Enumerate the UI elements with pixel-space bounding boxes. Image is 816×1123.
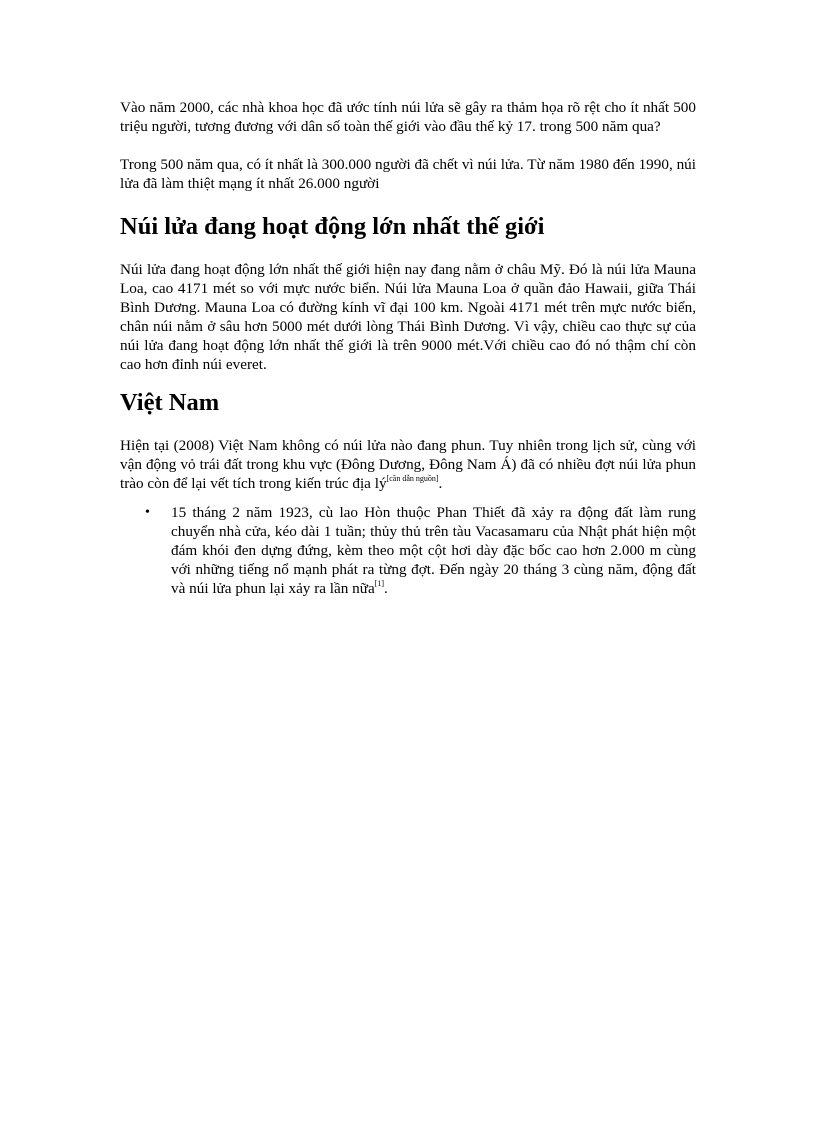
- citation-needed-link[interactable]: [cần dẫn nguồn]: [386, 474, 439, 483]
- list-item-end: .: [384, 580, 388, 597]
- bullet-icon: •: [145, 505, 150, 520]
- vietnam-event-list: [120, 503, 696, 598]
- document-page: [120, 98, 696, 598]
- list-item-text: 15 tháng 2 năm 1923, cù lao Hòn thuộc Phan Thiết đã xảy ra động đất làm rung chuyển nhà cửa, kéo dài 1 tuần; thủy thủ trên tàu Vacasamaru của Nhật phát hiện một đám khói đen dựng đứng, kèm theo một cột hơi dày đặc bốc cao hơn 2.000 m cùng với những tiếng nổ mạnh phát ra từng đợt. Đến ngày 20 tháng 3 cùng năm, động đất và núi lửa phun lại xảy ra lần nữa: [171, 504, 696, 597]
- intro-paragraph-1: Vào năm 2000, các nhà khoa học đã ước tính núi lửa sẽ gây ra thảm họa rõ rệt cho ít nhất 500 triệu người, tương đương với dân số toàn thế giới vào đầu thế kỷ 17. trong 500 năm qua?: [120, 99, 696, 135]
- section-heading-vietnam: Việt Nam: [120, 389, 220, 416]
- intro-paragraph-2: Trong 500 năm qua, có ít nhất là 300.000 người đã chết vì núi lửa. Từ năm 1980 đến 1990, núi lửa đã làm thiệt mạng ít nhất 26.000 người: [120, 156, 696, 192]
- footnote-link[interactable]: [1]: [374, 579, 385, 588]
- list-item: [120, 503, 696, 598]
- largest-volcano-paragraph: Núi lửa đang hoạt động lớn nhất thế giới hiện nay đang nằm ở châu Mỹ. Đó là núi lửa Mauna Loa, cao 4171 mét so với mực nước biển. Núi lửa Mauna Loa ở quần đảo Hawaii, giữa Thái Bình Dương. Mauna Loa có đường kính vĩ đại 100 km. Ngoài 4171 mét trên mực nước biển, chân núi nằm ở sâu hơn 5000 mét dưới lòng Thái Bình Dương. Vì vậy, chiều cao thực sự của núi lửa đang hoạt động lớn nhất thế giới là trên 9000 mét.Với chiều cao đó nó thậm chí còn cao hơn đỉnh núi everet.: [120, 261, 696, 373]
- vietnam-paragraph: [120, 436, 696, 493]
- section-heading-largest-volcano: Núi lửa đang hoạt động lớn nhất thế giới: [120, 213, 545, 240]
- vietnam-paragraph-text: Hiện tại (2008) Việt Nam không có núi lửa nào đang phun. Tuy nhiên trong lịch sử, cùng với vận động vỏ trái đất trong khu vực (Đông Dương, Đông Nam Á) đã có nhiều đợt núi lửa phun trào còn để lại vết tích trong kiến trúc địa lý: [120, 437, 696, 492]
- vietnam-paragraph-end: .: [438, 475, 443, 492]
